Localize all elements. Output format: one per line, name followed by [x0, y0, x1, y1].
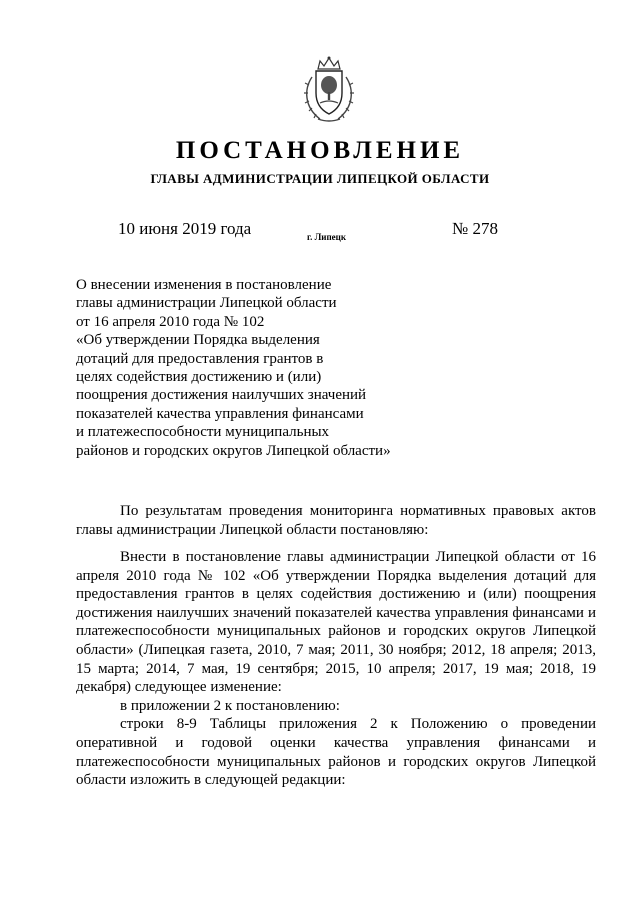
document-subject	[76, 276, 426, 460]
body-paragraph: По результатам проведения мониторинга нормативных правовых актов главы администрации Липецкой области постановляю:	[76, 503, 596, 538]
body-section-intro	[76, 502, 596, 539]
subject-line: целях содействия достижению и (или)	[76, 369, 322, 386]
subject-line: районов и городских округов Липецкой области»	[76, 442, 391, 459]
subject-line: поощрения достижения наилучших значений	[76, 387, 367, 404]
subject-line: и платежеспособности муниципальных	[76, 424, 330, 441]
document-city: г. Липецк	[307, 232, 347, 242]
subject-line: показателей качества управления финансами	[76, 405, 364, 422]
document-date: 10 июня 2019 года	[118, 219, 252, 238]
subject-line: от 16 апреля 2010 года № 102	[76, 313, 265, 330]
body-section-main	[76, 548, 596, 790]
body-paragraph: в приложении 2 к постановлению:	[120, 697, 340, 714]
coat-of-arms-icon	[300, 55, 358, 125]
document-number: № 278	[452, 219, 498, 238]
document-subtitle: ГЛАВЫ АДМИНИСТРАЦИИ ЛИПЕЦКОЙ ОБЛАСТИ	[150, 171, 490, 186]
body-paragraph: строки 8-9 Таблицы приложения 2 к Положению о проведении оперативной и годовой оценки качества управления финансами и платежеспособности муниципальных районов и городских округов Липецкой области изложить в следующей редакции:	[76, 716, 596, 789]
subject-line: главы администрации Липецкой области	[76, 295, 337, 312]
body-paragraph: Внести в постановление главы администрации Липецкой области от 16 апреля 2010 года № 102 «Об утверждении Порядка выделения дотаций для предоставления грантов в целях содействия достижению и (или) поощрения достижения наилучших значений показателей качества управления финансами и платежеспособности муниципальных районов и городских округов Липецкой области» (Липецкая газета, 2010, 7 мая; 2011, 30 ноября; 2012, 18 апреля; 2013, 15 марта; 2014, 7 мая, 19 сентября; 2015, 10 апреля; 2017, 19 мая; 2018, 19 декабря) следующее изменение:	[76, 549, 596, 696]
subject-line: дотаций для предоставления грантов в	[76, 350, 324, 367]
document-title: ПОСТАНОВЛЕНИЕ	[175, 137, 465, 164]
subject-line: «Об утверждении Порядка выделения	[76, 332, 320, 349]
subject-line: О внесении изменения в постановление	[76, 277, 332, 293]
